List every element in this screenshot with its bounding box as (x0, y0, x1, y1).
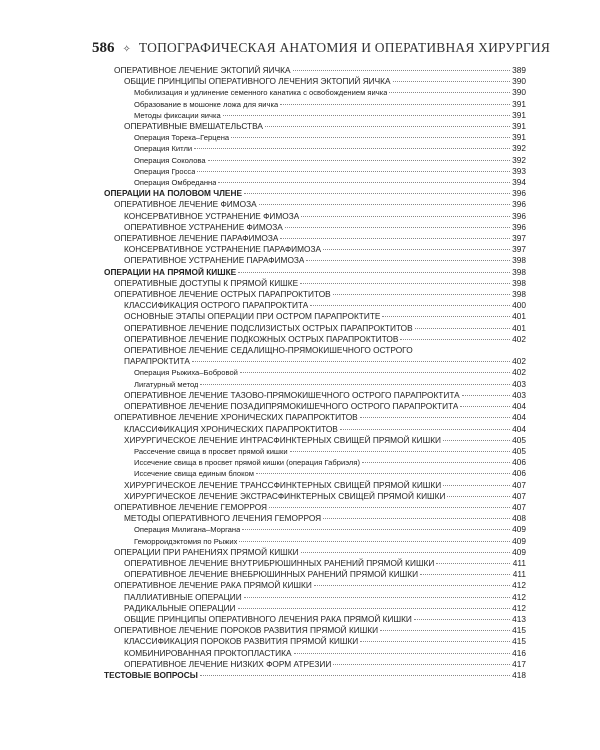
toc-entry-title: ОСНОВНЫЕ ЭТАПЫ ОПЕРАЦИИ ПРИ ОСТРОМ ПАРАПРОКТИТЕ (124, 311, 381, 322)
toc-page-number: 409 (512, 546, 526, 557)
dot-leader (360, 417, 510, 418)
toc-entry-title: ОПЕРАТИВНОЕ ЛЕЧЕНИЕ ВНЕБРЮШИННЫХ РАНЕНИЙ ПРЯМОЙ КИШКИ (124, 569, 419, 580)
toc-entry-title: ОПЕРАТИВНОЕ ЛЕЧЕНИЕ НИЗКИХ ФОРМ АТРЕЗИИ (124, 658, 332, 669)
toc-entry[interactable] (104, 401, 526, 412)
toc-page-number: 391 (512, 121, 526, 132)
toc-entry[interactable] (104, 278, 526, 289)
dot-leader (244, 597, 510, 598)
toc-entry-title: Иссечение свища единым блоком (134, 469, 254, 479)
toc-entry[interactable] (104, 155, 526, 166)
toc-entry-title: ПАЛЛИАТИВНЫЕ ОПЕРАЦИИ (124, 591, 242, 602)
toc-entry-title: КОМБИНИРОВАННАЯ ПРОКТОПЛАСТИКА (124, 647, 292, 658)
dot-leader (294, 653, 510, 654)
toc-entry[interactable] (104, 536, 526, 547)
toc-entry-title: РАДИКАЛЬНЫЕ ОПЕРАЦИИ (124, 602, 236, 613)
toc-entry-title: КОНСЕРВАТИВНОЕ УСТРАНЕНИЕ ФИМОЗА (124, 210, 300, 221)
dot-leader (447, 496, 510, 497)
dot-leader (208, 160, 510, 161)
toc-page-number: 400 (512, 300, 526, 311)
toc-page-number: 390 (512, 76, 526, 87)
toc-entry[interactable] (104, 491, 526, 502)
dot-leader (306, 260, 510, 261)
toc-page-number: 415 (512, 636, 526, 647)
toc-entry-title: Методы фиксации яичка (134, 110, 221, 120)
toc-entry[interactable] (104, 468, 526, 479)
toc-entry-title: КЛАССИФИКАЦИЯ ОСТРОГО ПАРАПРОКТИТА (124, 300, 309, 311)
toc-entry[interactable] (104, 648, 526, 659)
toc-page-number: 409 (512, 524, 526, 535)
toc-page-number: 390 (512, 87, 526, 98)
toc-entry[interactable] (104, 390, 526, 401)
toc-entry-title: Мобилизация и удлинение семенного канатика с освобождением яичка (134, 88, 388, 98)
dot-leader (340, 429, 510, 430)
toc-entry[interactable] (104, 233, 526, 244)
toc-entry-title: Операция Милигана–Моргана (134, 525, 241, 535)
toc-page-number: 417 (512, 658, 526, 669)
toc-entry[interactable] (104, 132, 526, 143)
toc-page-number: 403 (512, 378, 526, 389)
toc-page-number: 396 (512, 199, 526, 210)
toc-entry-title: ОПЕРАТИВНОЕ УСТРАНЕНИЕ ФИМОЗА (124, 221, 283, 232)
diamond-ornament-icon: ✧ (122, 44, 131, 55)
toc-entry[interactable] (104, 435, 526, 446)
toc-entry[interactable] (104, 311, 526, 322)
toc-page-number: 418 (512, 669, 526, 680)
dot-leader (443, 440, 510, 441)
toc-entry[interactable] (104, 513, 526, 524)
toc-entry-title: ОПЕРАТИВНОЕ ЛЕЧЕНИЕ ХРОНИЧЕСКИХ ПАРАПРОКТИТОВ (114, 412, 358, 423)
toc-page-number: 415 (512, 625, 526, 636)
toc-entry[interactable] (104, 558, 526, 569)
toc-entry[interactable] (104, 580, 526, 591)
toc-entry[interactable] (104, 480, 526, 491)
toc-entry-title: ОПЕРАТИВНОЕ ЛЕЧЕНИЕ СЕДАЛИЩНО-ПРЯМОКИШЕЧНОГО ОСТРОГО (124, 345, 413, 356)
toc-entry[interactable] (104, 524, 526, 535)
toc-entry[interactable] (104, 110, 526, 121)
dot-leader (443, 485, 510, 486)
dot-leader (265, 126, 510, 127)
toc-page-number: 396 (512, 188, 526, 199)
toc-entry[interactable] (104, 289, 526, 300)
toc-entry-title: ОПЕРАТИВНЫЕ ВМЕШАТЕЛЬСТВА (124, 121, 263, 132)
toc-entry[interactable] (104, 87, 526, 98)
toc-entry[interactable] (104, 65, 526, 76)
toc-entry[interactable] (104, 625, 526, 636)
toc-entry-title: КЛАССИФИКАЦИЯ ПОРОКОВ РАЗВИТИЯ ПРЯМОЙ КИШКИ (124, 636, 359, 647)
toc-entry-title: ОБЩИЕ ПРИНЦИПЫ ОПЕРАТИВНОГО ЛЕЧЕНИЯ РАКА ПРЯМОЙ КИШКИ (124, 613, 412, 624)
toc-entry-title: ОПЕРАТИВНОЕ ЛЕЧЕНИЕ ТАЗОВО-ПРЯМОКИШЕЧНОГО ОСТРОГО ПАРАПРОКТИТА (124, 389, 460, 400)
running-header (92, 40, 560, 57)
toc-entry[interactable] (104, 569, 526, 580)
dot-leader (197, 171, 510, 172)
dot-leader (436, 563, 510, 564)
dot-leader (393, 81, 510, 82)
toc-page-number: 407 (512, 501, 526, 512)
toc-page-number: 393 (512, 165, 526, 176)
toc-entry-title: ТЕСТОВЫЕ ВОПРОСЫ (104, 669, 198, 680)
toc-entry-title: ОПЕРАТИВНОЕ ЛЕЧЕНИЕ ПАРАФИМОЗА (114, 233, 279, 244)
toc-entry[interactable] (104, 356, 526, 367)
toc-entry-title: Иссечение свища в просвет прямой кишки (операция Габриэля) (134, 458, 360, 468)
toc-entry-title: ОПЕРАТИВНОЕ ЛЕЧЕНИЕ ПОРОКОВ РАЗВИТИЯ ПРЯМОЙ КИШКИ (114, 625, 379, 636)
toc-entry[interactable] (104, 345, 526, 356)
toc-entry[interactable] (104, 211, 526, 222)
toc-page-number: 402 (512, 367, 526, 378)
toc-entry[interactable] (104, 300, 526, 311)
toc-entry-title: ОПЕРАЦИИ ПРИ РАНЕНИЯХ ПРЯМОЙ КИШКИ (114, 546, 299, 557)
dot-leader (223, 115, 510, 116)
toc-page-number: 398 (512, 289, 526, 300)
dot-leader (256, 473, 510, 474)
dot-leader (240, 372, 510, 373)
toc-entry[interactable] (104, 323, 526, 334)
toc-section-heading[interactable] (104, 670, 526, 681)
dot-leader (415, 328, 510, 329)
toc-section-heading[interactable] (104, 267, 526, 278)
toc-entry-title: Операция Китли (134, 144, 193, 154)
toc-entry[interactable] (104, 457, 526, 468)
toc-entry-title: ОПЕРАТИВНОЕ ЛЕЧЕНИЕ ПОЗАДИПРЯМОКИШЕЧНОГО ОСТРОГО ПАРАПРОКТИТА (124, 401, 459, 412)
toc-entry-title: Операция Омбреданна (134, 178, 217, 188)
toc-page-number: 407 (512, 479, 526, 490)
toc-entry-title: ОПЕРАЦИИ НА ПОЛОВОМ ЧЛЕНЕ (104, 188, 242, 199)
toc-page-number: 391 (512, 109, 526, 120)
toc-entry-title: ОПЕРАТИВНЫЕ ДОСТУПЫ К ПРЯМОЙ КИШКЕ (114, 277, 299, 288)
dot-leader (301, 552, 510, 553)
toc-page-number: 389 (512, 65, 526, 75)
toc-page-number: 404 (512, 412, 526, 423)
toc-page-number: 396 (512, 210, 526, 221)
toc-entry-title: Геморроидэктомия по Рыжих (134, 536, 238, 546)
toc-entry[interactable] (104, 76, 526, 87)
dot-leader (259, 204, 510, 205)
dot-leader (293, 70, 511, 71)
toc-entry[interactable] (104, 255, 526, 266)
toc-entry[interactable] (104, 367, 526, 378)
toc-page-number: 397 (512, 244, 526, 255)
toc-page-number: 402 (512, 356, 526, 367)
toc-entry-title: ОПЕРАТИВНОЕ ЛЕЧЕНИЕ РАКА ПРЯМОЙ КИШКИ (114, 580, 312, 591)
dot-leader (239, 541, 510, 542)
toc-page-number: 404 (512, 401, 526, 412)
dot-leader (285, 227, 510, 228)
toc-entry[interactable] (104, 614, 526, 625)
dot-leader (301, 216, 510, 217)
dot-leader (400, 339, 510, 340)
toc-page-number: 401 (512, 322, 526, 333)
toc-page-number: 406 (512, 468, 526, 479)
toc-page-number: 412 (512, 580, 526, 591)
toc-page-number: 401 (512, 311, 526, 322)
toc-entry-title: Лигатурный метод (134, 379, 199, 389)
toc-entry[interactable] (104, 446, 526, 457)
toc-page-number: 404 (512, 423, 526, 434)
toc-entry-title: ПАРАПРОКТИТА (124, 356, 190, 367)
dot-leader (382, 316, 510, 317)
toc-page-number: 407 (512, 490, 526, 501)
toc-page-number: 416 (512, 647, 526, 658)
toc-page-number: 405 (512, 445, 526, 456)
toc-entry[interactable] (104, 502, 526, 513)
toc-entry[interactable] (104, 659, 526, 670)
toc-entry-title: ОПЕРАТИВНОЕ ЛЕЧЕНИЕ ПОДКОЖНЫХ ОСТРЫХ ПАРАПРОКТИТОВ (124, 333, 399, 344)
toc-entry[interactable] (104, 199, 526, 210)
dot-leader (290, 451, 510, 452)
toc-entry-title: ХИРУРГИЧЕСКОЕ ЛЕЧЕНИЕ ИНТРАСФИНКТЕРНЫХ СВИЩЕЙ ПРЯМОЙ КИШКИ (124, 434, 441, 445)
toc-page-number: 392 (512, 154, 526, 165)
toc-entry[interactable] (104, 379, 526, 390)
dot-leader (200, 384, 510, 385)
dot-leader (238, 608, 510, 609)
dot-leader (244, 193, 510, 194)
dot-leader (192, 361, 510, 362)
toc-page-number: 397 (512, 233, 526, 244)
toc-entry-title: Операция Гросса (134, 166, 196, 176)
toc-page-number: 398 (512, 255, 526, 266)
page-number: 586 (92, 40, 115, 56)
toc-entry[interactable] (104, 334, 526, 345)
dot-leader (323, 249, 510, 250)
toc-entry-title: ОПЕРАТИВНОЕ ЛЕЧЕНИЕ ЭКТОПИЙ ЯИЧКА (114, 65, 291, 75)
toc-entry-title: Рассечение свища в просвет прямой кишки (134, 446, 288, 456)
toc-entry-title: Образование в мошонке ложа для яичка (134, 99, 279, 109)
toc-page-number: 403 (512, 389, 526, 400)
toc-page-number: 412 (512, 602, 526, 613)
toc-entry-title: Операция Соколова (134, 155, 206, 165)
dot-leader (280, 238, 510, 239)
dot-leader (323, 518, 510, 519)
dot-leader (310, 305, 510, 306)
dot-leader (333, 294, 510, 295)
toc-page-number: 408 (512, 513, 526, 524)
dot-leader (420, 574, 510, 575)
toc-entry[interactable] (104, 603, 526, 614)
toc-entry-title: Операция Рыжиха–Бобровой (134, 368, 238, 378)
dot-leader (280, 104, 510, 105)
running-title: ТОПОГРАФИЧЕСКАЯ АНАТОМИЯ И ОПЕРАТИВНАЯ ХИРУРГИЯ (138, 40, 551, 55)
dot-leader (300, 283, 510, 284)
dot-leader (238, 272, 510, 273)
toc-entry[interactable] (104, 222, 526, 233)
toc-page-number: 396 (512, 221, 526, 232)
dot-leader (333, 664, 510, 665)
toc-entry-title: КЛАССИФИКАЦИЯ ХРОНИЧЕСКИХ ПАРАПРОКТИТОВ (124, 423, 338, 434)
toc-page-number: 402 (512, 333, 526, 344)
toc-entry[interactable] (104, 143, 526, 154)
toc-entry-title: МЕТОДЫ ОПЕРАТИВНОГО ЛЕЧЕНИЯ ГЕМОРРОЯ (124, 513, 322, 524)
dot-leader (462, 395, 510, 396)
dot-leader (231, 137, 510, 138)
dot-leader (380, 630, 510, 631)
toc-entry-title: Операция Торека–Герцена (134, 133, 230, 143)
toc-page-number: 413 (512, 613, 526, 624)
toc-entry-title: ХИРУРГИЧЕСКОЕ ЛЕЧЕНИЕ ЭКСТРАСФИНКТЕРНЫХ СВИЩЕЙ ПРЯМОЙ КИШКИ (124, 490, 446, 501)
toc-page-number: 409 (512, 535, 526, 546)
toc-page-number: 411 (512, 557, 526, 568)
toc-entry[interactable] (104, 412, 526, 423)
toc-entry[interactable] (104, 121, 526, 132)
toc-page-number: 398 (512, 266, 526, 277)
toc-entry-title: ОПЕРАТИВНОЕ ЛЕЧЕНИЕ ГЕМОРРОЯ (114, 501, 268, 512)
toc-entry-title: ОПЕРАТИВНОЕ УСТРАНЕНИЕ ПАРАФИМОЗА (124, 255, 305, 266)
dot-leader (360, 641, 510, 642)
toc-entry[interactable] (104, 424, 526, 435)
dot-leader (194, 148, 510, 149)
dot-leader (200, 675, 510, 676)
toc-entry-title: КОНСЕРВАТИВНОЕ УСТРАНЕНИЕ ПАРАФИМОЗА (124, 244, 322, 255)
dot-leader (460, 406, 510, 407)
toc-page-number: 394 (512, 177, 526, 188)
toc-entry[interactable] (104, 547, 526, 558)
dot-leader (242, 529, 510, 530)
toc-entry[interactable] (104, 177, 526, 188)
toc-page-number: 398 (512, 277, 526, 288)
dot-leader (362, 462, 510, 463)
dot-leader (414, 619, 510, 620)
toc-page-number: 392 (512, 143, 526, 154)
toc-page-number: 406 (512, 457, 526, 468)
dot-leader (389, 92, 510, 93)
toc-entry-title: ОБЩИЕ ПРИНЦИПЫ ОПЕРАТИВНОГО ЛЕЧЕНИЯ ЭКТОПИЙ ЯИЧКА (124, 76, 391, 87)
toc-entry-title: ОПЕРАЦИИ НА ПРЯМОЙ КИШКЕ (104, 266, 237, 277)
toc-entry-title: ОПЕРАТИВНОЕ ЛЕЧЕНИЕ ВНУТРИБРЮШИННЫХ РАНЕНИЙ ПРЯМОЙ КИШКИ (124, 557, 435, 568)
toc-page-number: 391 (512, 98, 526, 109)
dot-leader (269, 507, 510, 508)
toc-page-number: 405 (512, 434, 526, 445)
toc-entry-title: ОПЕРАТИВНОЕ ЛЕЧЕНИЕ ОСТРЫХ ПАРАПРОКТИТОВ (114, 289, 331, 300)
table-of-contents (104, 65, 526, 681)
toc-page-number: 391 (512, 132, 526, 143)
toc-entry-title: ОПЕРАТИВНОЕ ЛЕЧЕНИЕ ПОДСЛИЗИСТЫХ ОСТРЫХ ПАРАПРОКТИТОВ (124, 322, 413, 333)
toc-entry-title: ХИРУРГИЧЕСКОЕ ЛЕЧЕНИЕ ТРАНССФИНКТЕРНЫХ СВИЩЕЙ ПРЯМОЙ КИШКИ (124, 479, 442, 490)
toc-page-number: 412 (512, 591, 526, 602)
toc-entry[interactable] (104, 636, 526, 647)
toc-entry[interactable] (104, 592, 526, 603)
toc-entry-title: ОПЕРАТИВНОЕ ЛЕЧЕНИЕ ФИМОЗА (114, 199, 257, 210)
toc-entry[interactable] (104, 166, 526, 177)
toc-section-heading[interactable] (104, 188, 526, 199)
toc-entry[interactable] (104, 99, 526, 110)
dot-leader (218, 182, 510, 183)
dot-leader (314, 585, 510, 586)
toc-entry[interactable] (104, 244, 526, 255)
toc-page-number: 411 (512, 569, 526, 580)
